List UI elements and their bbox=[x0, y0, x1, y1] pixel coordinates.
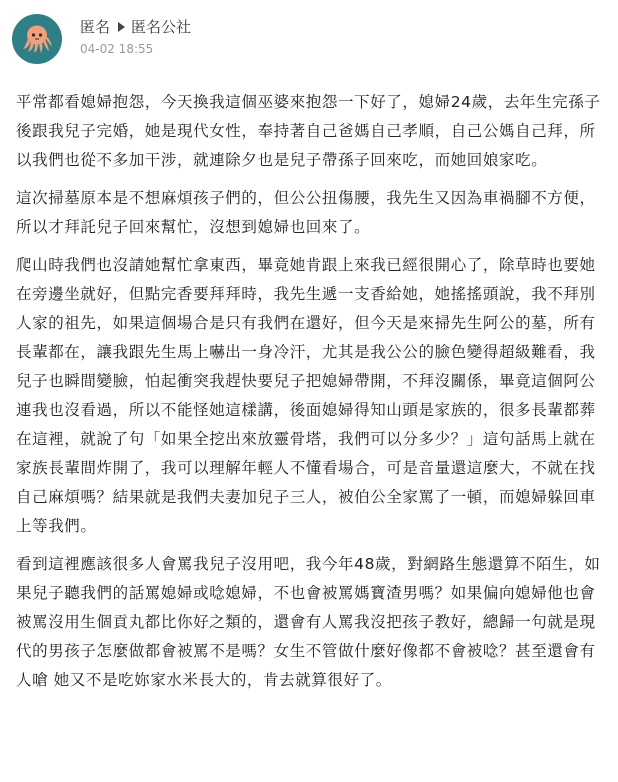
paragraph: 看到這裡應該很多人會罵我兒子沒用吧，我今年48歲，對網路生態還算不陌生，如果兒子聽我們的話罵媳婦或唸媳婦，不也會被罵媽寶渣男嗎？如果偏向媳婦他也會被罵沒用生個貢丸都比你好之類的，還會有人罵我沒把孩子教好，總歸一句就是現代的男孩子怎麼做都會被罵不是嗎？女生不管做什麼好像都不會被唸？甚至還會有人嗆 她又不是吃妳家水米長大的，肯去就算很好了。 bbox=[16, 555, 601, 689]
post-content bbox=[16, 88, 604, 704]
triangle-right-icon bbox=[118, 22, 125, 32]
author-name[interactable]: 匿名 bbox=[80, 18, 111, 36]
octopus-icon bbox=[19, 21, 55, 57]
paragraph: 平常都看媳婦抱怨，今天換我這個巫婆來抱怨一下好了，媳婦24歲，去年生完孫子後跟我兒子完婚，她是現代女性，奉持著自己爸媽自己孝順，自己公媽自己拜，所以我們也從不多加干涉，就連除夕也是兒子帶孫子回來吃，而她回娘家吃。 bbox=[16, 93, 601, 169]
paragraph: 這次掃墓原本是不想麻煩孩子們的，但公公扭傷腰，我先生又因為車禍腳不方便，所以才拜託兒子回來幫忙，沒想到媳婦也回來了。 bbox=[16, 189, 596, 236]
post-meta bbox=[80, 16, 191, 37]
paragraph: 爬山時我們也沒請她幫忙拿東西，畢竟她肯跟上來我已經很開心了，除草時也要她在旁邊坐就好，但點完香要拜拜時，我先生遞一支香給她，她搖搖頭說，我不拜別人家的祖先，如果這個場合是只有我們在還好，但今天是來掃先生阿公的墓，所有長輩都在，讓我跟先生馬上嚇出一身冷汗，尤其是我公公的臉色變得超級難看，我兒子也瞬間變臉，怕起衝突我趕快要兒子把媳婦帶開，不拜沒關係，畢竟這個阿公連我也沒看過，所以不能怪她這樣講，後面媳婦得知山頭是家族的，很多長輩都葬在這裡，就說了句「如果全挖出來放靈骨塔，我們可以分多少？」這句話馬上就在家族長輩間炸開了，我可以理解年輕人不懂看場合，可是音量還這麼大，不就在找自己麻煩嗎？結果就是我們夫妻加兒子三人，被伯公全家罵了一頓，而媳婦躲回車上等我們。 bbox=[16, 256, 596, 535]
avatar[interactable] bbox=[12, 14, 62, 64]
post-header bbox=[0, 0, 618, 80]
board-name[interactable]: 匿名公社 bbox=[131, 18, 192, 36]
post-timestamp: 04-02 18:55 bbox=[80, 42, 154, 56]
